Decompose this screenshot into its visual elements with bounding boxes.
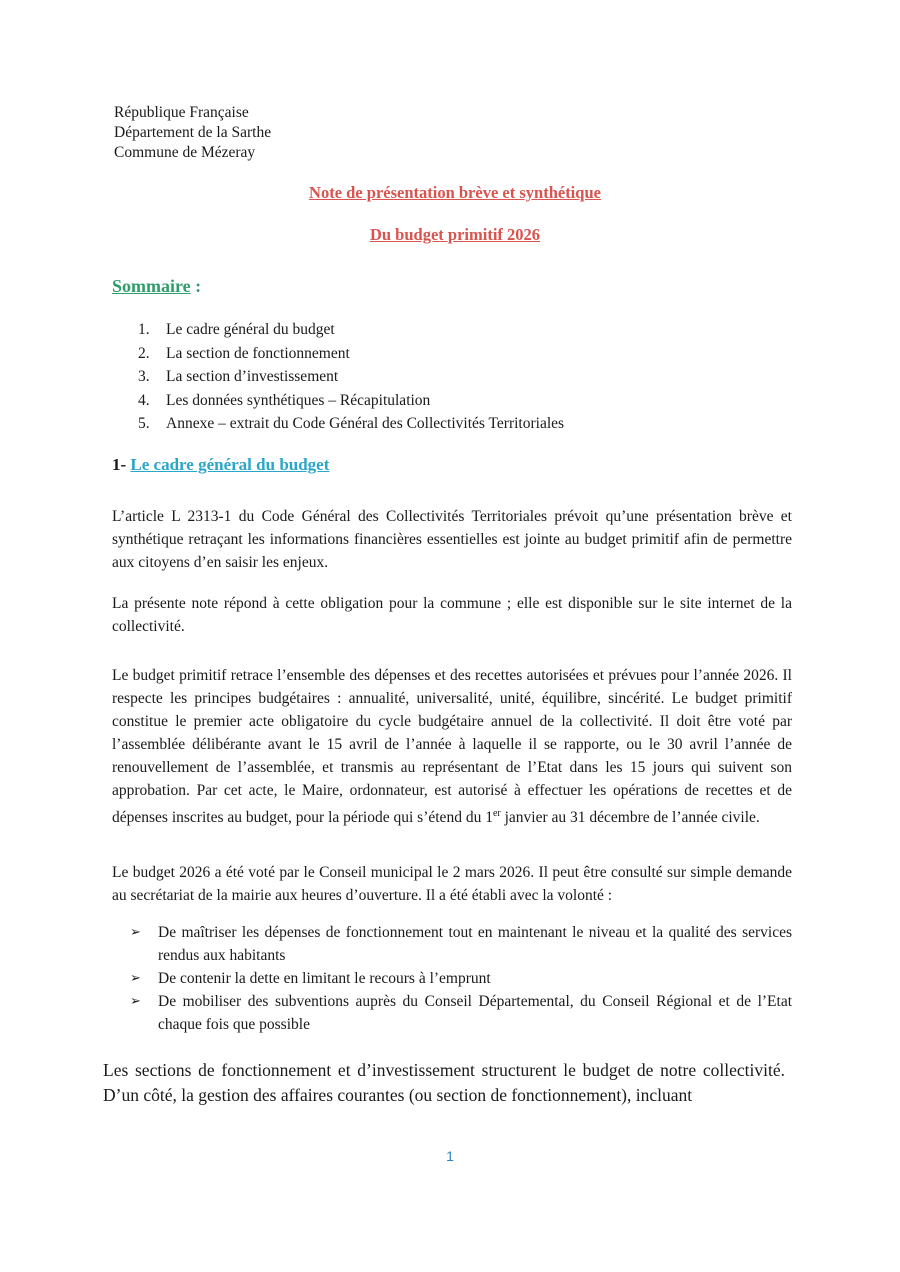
list-item-text: De contenir la dette en limitant le recours à l’emprunt <box>158 970 491 987</box>
toc-item-text: Le cadre général du budget <box>166 321 335 338</box>
arrow-bullet-icon: ➢ <box>130 971 141 986</box>
paragraph-availability: La présente note répond à cette obligation pour la commune ; elle est disponible sur le site internet de la collectivité. <box>112 595 792 635</box>
table-of-contents <box>138 318 564 436</box>
toc-item-number: 3. <box>138 368 150 385</box>
sommaire-colon: : <box>190 276 202 296</box>
toc-item-number: 5. <box>138 415 150 432</box>
page-number: 1 <box>446 1148 454 1164</box>
paragraph-budget-principles-end: janvier au 31 décembre de l’année civile. <box>500 809 760 827</box>
toc-item-text: La section de fonctionnement <box>166 344 350 362</box>
paragraph-sections-structure: Les sections de fonctionnement et d’investissement structurent le budget de notre collectivité. D’un côté, la gestion des affaires courantes (ou section de fonctionnement), incluant <box>103 1060 785 1105</box>
section-1-number: 1- <box>112 455 131 474</box>
paragraph-budget-principles-text: Le budget primitif retrace l’ensemble des dépenses et des recettes autorisées et prévues pour l’année 2026. Il respecte les principes budgétaires : annualité, universalité, unité, équilibre, sincérité. Le budget primitif constitue le premier acte obligatoire du cycle budgétaire annuel de la collectivité. Il doit être voté par l’assemblée délibérante avant le 15 avril de l’année à laquelle il se rapporte, ou le 30 avril l’année de renouvellement de l’assemblée, et transmis au représentant de l’Etat dans les 15 jours qui suivent son approbation. Par cet acte, le Maire, ordonnateur, est autorisé à effectuer les opérations de recettes et de dépenses inscrites au budget, pour la période qui s’étend du 1 <box>112 667 792 827</box>
sommaire-heading <box>112 276 201 297</box>
toc-item-text: Les données synthétiques – Récapitulation <box>166 391 431 409</box>
section-1-heading <box>112 455 329 475</box>
list-item <box>130 921 792 967</box>
toc-item-number: 1. <box>138 321 150 338</box>
paragraph-vote: Le budget 2026 a été voté par le Conseil municipal le 2 mars 2026. Il peut être consulté sur simple demande au secrétariat de la mairie aux heures d’ouverture. Il a été établi avec la volonté : <box>112 864 792 904</box>
list-item <box>130 967 792 990</box>
toc-item <box>138 342 564 366</box>
ordinal-superscript: er <box>492 808 501 819</box>
objectives-list <box>130 921 792 1036</box>
section-1-title: Le cadre général du budget <box>130 455 330 474</box>
toc-item-number: 4. <box>138 391 150 409</box>
sommaire-label: Sommaire <box>112 276 191 296</box>
document-subtitle: Du budget primitif 2026 <box>369 225 541 244</box>
toc-item-text: La section d’investissement <box>166 368 339 385</box>
list-item-text: De maîtriser les dépenses de fonctionnement tout en maintenant le niveau et la qualité des services rendus aux habitants <box>158 924 792 964</box>
toc-item-number: 2. <box>138 344 150 362</box>
document-title: Note de présentation brève et synthétique <box>309 183 601 202</box>
issuer-header <box>114 103 271 163</box>
list-item-text: De mobiliser des subventions auprès du Conseil Départemental, du Conseil Régional et de l’Etat chaque fois que possible <box>158 993 792 1033</box>
header-country: République Française <box>114 104 249 121</box>
toc-item-text: Annexe – extrait du Code Général des Collectivités Territoriales <box>166 415 565 432</box>
arrow-bullet-icon: ➢ <box>130 925 141 940</box>
header-department: Département de la Sarthe <box>114 124 272 141</box>
paragraph-budget-principles <box>112 664 792 829</box>
paragraph-legal-basis: L’article L 2313-1 du Code Général des Collectivités Territoriales prévoit qu’une présentation brève et synthétique retraçant les informations financières essentielles est jointe au budget primitif afin de permettre aux citoyens d’en saisir les enjeux. <box>112 508 792 571</box>
toc-item <box>138 412 564 436</box>
header-commune: Commune de Mézeray <box>114 144 256 161</box>
arrow-bullet-icon: ➢ <box>130 994 141 1009</box>
toc-item <box>138 318 564 342</box>
list-item <box>130 990 792 1036</box>
toc-item <box>138 389 564 413</box>
toc-item <box>138 365 564 389</box>
